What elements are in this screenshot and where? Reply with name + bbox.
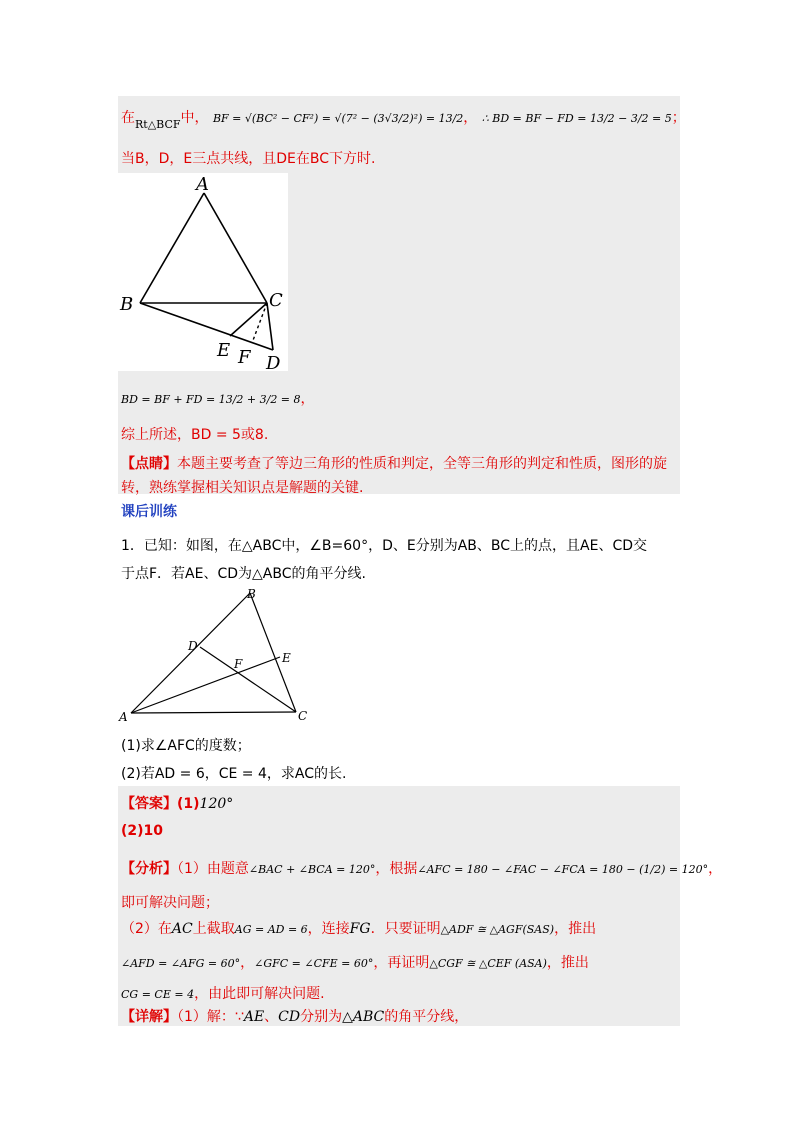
label-b: B [247, 587, 256, 601]
figure-triangle-1 [118, 173, 288, 371]
case2-text: 当B，D，E三点共线，且DE在BC下方时. [121, 151, 376, 167]
label-e: E [282, 651, 291, 665]
rt-line: 在$_{Rt\triangle BCF}$中， BF = √(BC² − CF²) = √(7² − (3√3/2)²) = 13/2， ∴ BD = BF − FD = 13/2 − 3/2 = 5； [121, 110, 686, 131]
label-f: F [238, 347, 251, 368]
analysis-line-5: CG = CE = 4，由此即可解决问题. [121, 986, 325, 1002]
label-c: C [298, 709, 308, 723]
rt-formula-1: BF = √(BC² − CF²) = √(7² − (3√3/2)²) = 13/2 [212, 112, 464, 125]
summary-text: 综上所述，BD = 5或8. [121, 427, 269, 443]
label-f: F [234, 657, 243, 671]
analysis-line-1: 【分析】（1）由题意∠BAC + ∠BCA = 120°，根据∠AFC = 180 − ∠FAC − ∠FCA = 180 − (1/2) = 120°， [121, 861, 723, 877]
label-b: B [120, 294, 134, 315]
label-d: D [266, 353, 281, 371]
edge-ac [131, 712, 296, 713]
bd-formula: BD = BF + FD = 13/2 + 3/2 = 8 [121, 393, 301, 406]
edge-ae [131, 657, 280, 713]
answer-line-1: 【答案】(1)120° [121, 796, 234, 812]
detail-line-1: 【详解】（1）解：∵AE、CD分别为△ABC的角平分线， [121, 1009, 469, 1025]
label-a: A [196, 174, 209, 195]
edge-ac [204, 193, 267, 303]
edge-ab [140, 193, 204, 303]
label-c: C [269, 290, 283, 311]
analysis-line-4: ∠AFD = ∠AFG = 60°，∠GFC = ∠CFE = 60°，再证明△CGF ≅ △CEF (ASA)，推出 [121, 955, 589, 971]
rt-formula-2: ∴ BD = BF − FD = 13/2 − 3/2 = 5 [481, 112, 672, 125]
label-d: D [188, 639, 198, 653]
analysis-line-2: 即可解决问题； [121, 895, 219, 911]
edge-ce [230, 303, 267, 336]
question-1: (1)求∠AFC的度数； [121, 738, 251, 754]
bd-line: BD = BF + FD = 13/2 + 3/2 = 8， [121, 391, 315, 407]
analysis-tag: 【分析】 [121, 861, 177, 877]
rt-label: Rt△BCF [135, 118, 181, 131]
figure-1-svg [118, 173, 288, 371]
edge-ab [131, 593, 250, 713]
problem1-line2: 于点F．若AE、CD为△ABC的角平分线. [121, 566, 366, 582]
figure-triangle-2 [118, 584, 318, 724]
label-e: E [217, 340, 231, 361]
figure-2-svg [118, 584, 318, 724]
edge-bd [140, 303, 273, 350]
analysis-line-3: （2）在AC上截取AG = AD = 6，连接FG．只要证明△ADF ≅ △AGF(SAS)，推出 [121, 921, 597, 937]
answer-tag: 【答案】 [121, 796, 177, 812]
question-2: (2)若AD = 6，CE = 4，求AC的长. [121, 766, 347, 782]
label-a: A [119, 710, 128, 724]
answer-1: 120° [199, 796, 234, 812]
problem1-line1: 1．已知：如图，在△ABC中，∠B=60°，D、E分别为AB、BC上的点，且AE、CD交 [121, 538, 648, 554]
section-title: 课后训练 [121, 504, 177, 520]
answer-line-2: (2)10 [121, 823, 164, 839]
detail-tag: 【详解】 [121, 1009, 177, 1025]
comment-line-1: 【点睛】本题主要考查了等边三角形的性质和判定，全等三角形的判定和性质，图形的旋 [121, 456, 667, 472]
comment-line-2: 转，熟练掌握相关知识点是解题的关键. [121, 480, 364, 496]
comment-tag: 【点睛】 [121, 456, 177, 472]
